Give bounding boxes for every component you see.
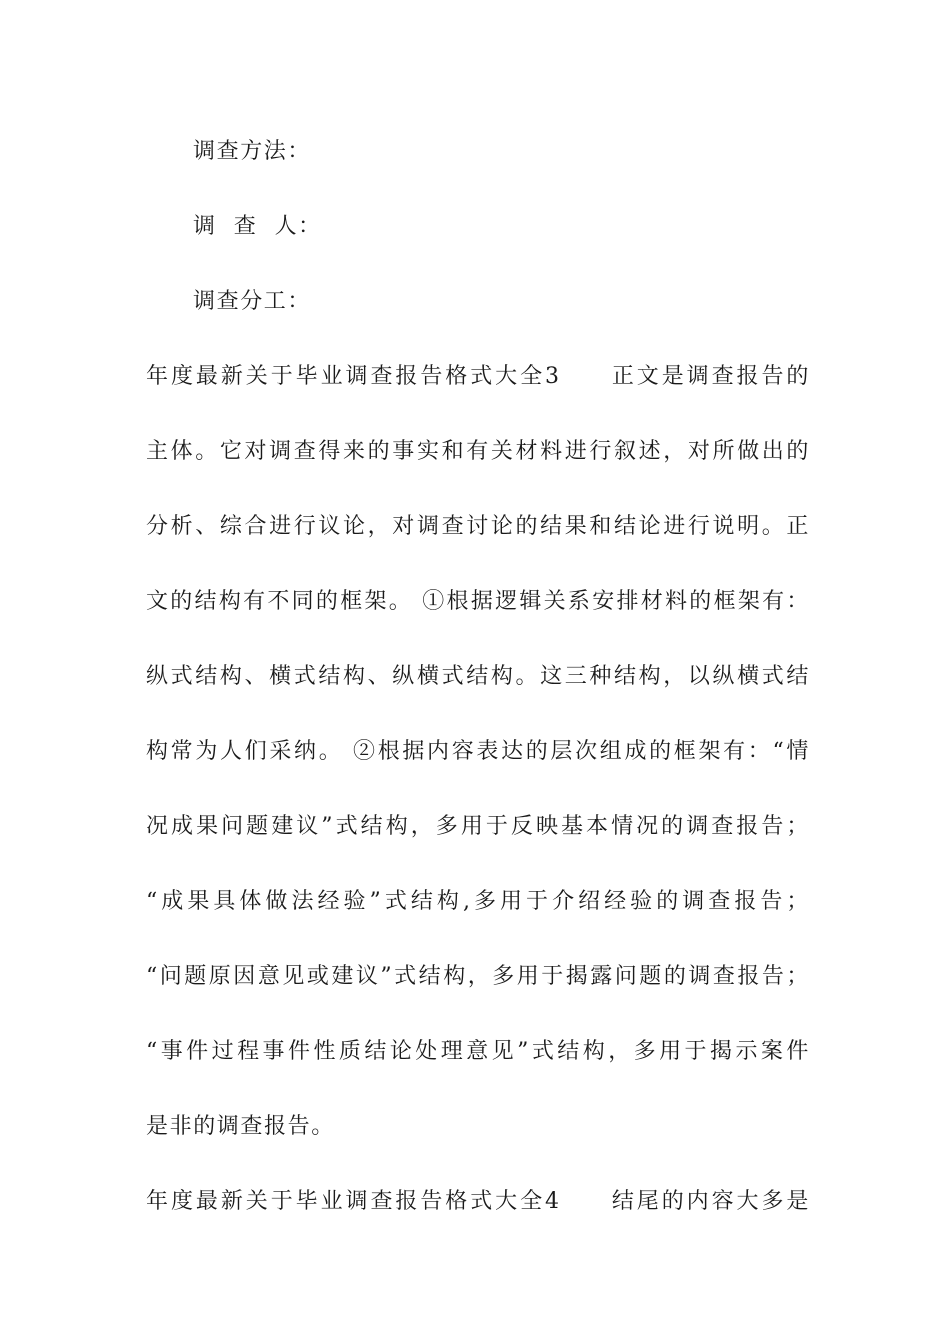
body-line: 纵式结构、横式结构、纵横式结构。这三种结构，以纵横式结 <box>146 664 810 689</box>
body-line: “成果具体做法经验”式结构,多用于介绍经验的调查报告； <box>146 889 810 914</box>
body-line: 年度最新关于毕业调查报告格式大全4 结尾的内容大多是 <box>146 1189 810 1214</box>
body-line: 分析、综合进行议论，对调查讨论的结果和结论进行说明。正 <box>146 514 810 539</box>
body-line: 构常为人们采纳。 ②根据内容表达的层次组成的框架有：“情 <box>146 739 810 764</box>
field-survey-method: 调查方法： <box>193 139 312 164</box>
body-line: 况成果问题建议”式结构，多用于反映基本情况的调查报告； <box>146 814 810 839</box>
body-line: 主体。它对调查得来的事实和有关材料进行叙述，对所做出的 <box>146 439 810 464</box>
field-division-of-work: 调查分工： <box>193 289 312 314</box>
body-line: 是非的调查报告。 <box>146 1114 335 1139</box>
field-surveyor: 调 查 人： <box>193 214 322 239</box>
body-line: 文的结构有不同的框架。 ①根据逻辑关系安排材料的框架有： <box>146 589 810 614</box>
body-line: “事件过程事件性质结论处理意见”式结构，多用于揭示案件 <box>146 1039 810 1064</box>
body-line: 年度最新关于毕业调查报告格式大全3 正文是调查报告的 <box>146 364 810 389</box>
body-line: “问题原因意见或建议”式结构，多用于揭露问题的调查报告； <box>146 964 810 989</box>
